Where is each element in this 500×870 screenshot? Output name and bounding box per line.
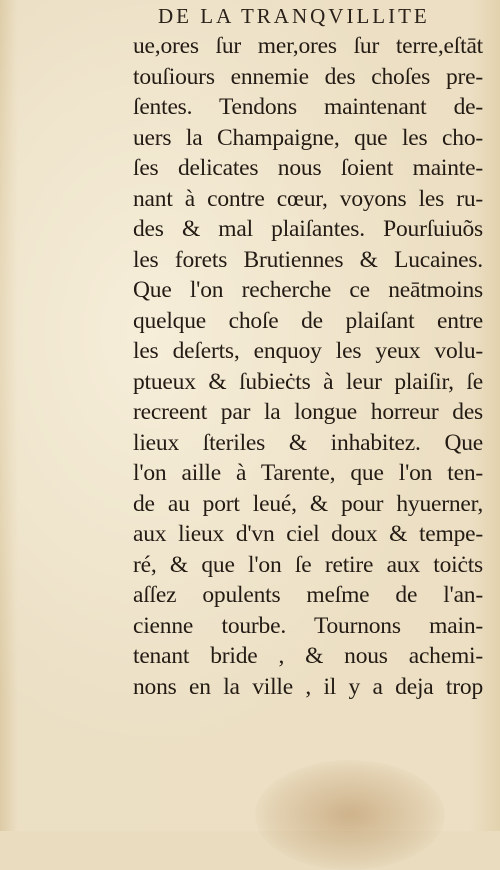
text-line: tenant bride , & nous achemi- (133, 643, 483, 669)
text-line: nons en la ville , il y a deja trop (133, 673, 483, 700)
text-line: ſentes. Tendons maintenant de- (133, 94, 483, 120)
text-line: ptueux & ſubieċts à leur plaiſir, ſe (133, 368, 483, 395)
text-line: de au port leué, & pour hyuerner, (133, 490, 483, 517)
text-line: nant à contre cœur, voyons les ru- (133, 185, 483, 212)
text-block (133, 31, 483, 702)
text-line: aux lieux d'vn ciel doux & tempe- (133, 521, 483, 547)
text-line: les forets Brutiennes & Lucaines. (133, 246, 483, 273)
water-stain (255, 760, 445, 870)
text-line: ſes delicates nous ſoient mainte- (133, 155, 483, 181)
text-line: uers la Champaigne, que les cho- (133, 124, 483, 151)
text-line: quelque choſe de plaiſant entre (133, 307, 483, 334)
text-line: les deſerts, enquoy les yeux volu- (133, 338, 483, 364)
running-header: DE LA TRANQVILLITE (158, 4, 430, 28)
text-line: recreent par la longue horreur des (133, 399, 483, 425)
text-line: Que l'on recherche ce neātmoins (133, 277, 483, 303)
text-line: ré, & que l'on ſe retire aux toiċts (133, 551, 483, 578)
text-line: l'on aille à Tarente, que l'on ten- (133, 460, 483, 486)
text-line: des & mal plaiſantes. Pourſuiuõs (133, 216, 483, 242)
text-line: touſiours ennemie des choſes pre- (133, 63, 483, 90)
text-line: ue,ores ſur mer,ores ſur terre,eſtāt (133, 33, 483, 59)
text-line: cienne tourbe. Tournons main- (133, 612, 483, 639)
text-line: aſſez opulents meſme de l'an- (133, 582, 483, 608)
text-line: lieux ſteriles & inhabitez. Que (133, 429, 483, 456)
